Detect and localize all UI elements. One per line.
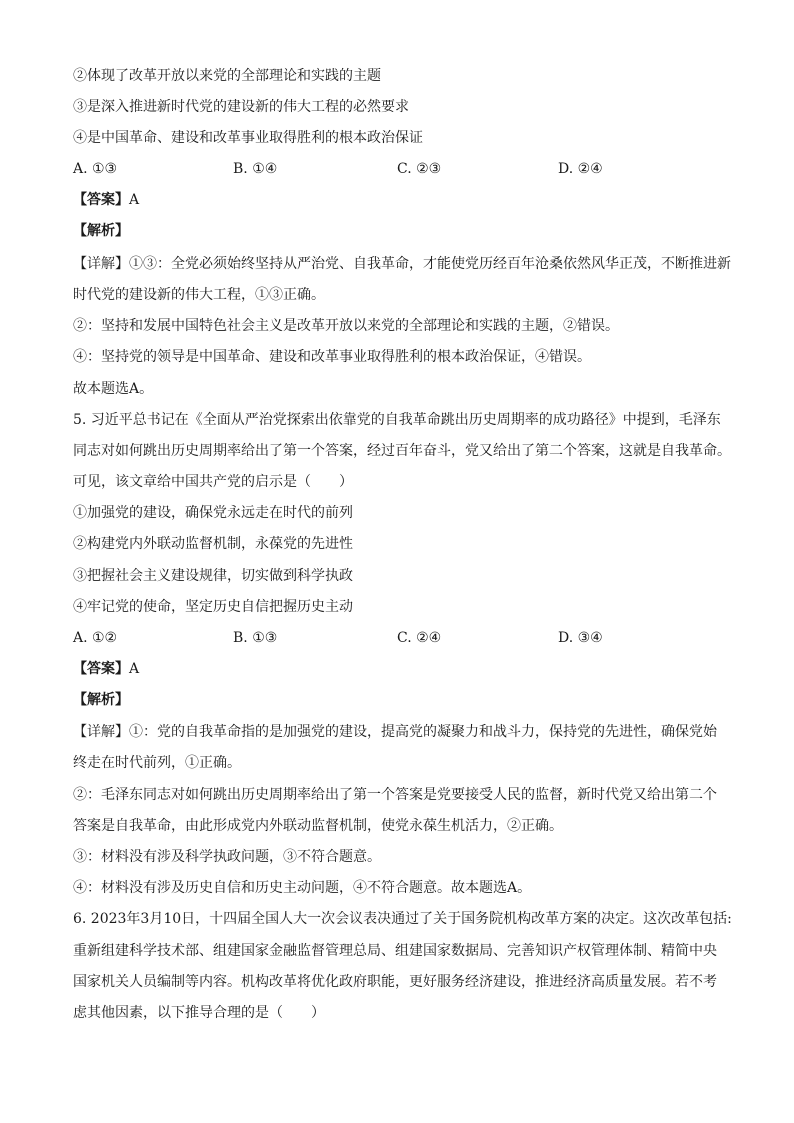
q4-answer-label: 【答案】 [73, 192, 129, 208]
q5-detail-line-4: 答案是自我革命，由此形成党内外联动监督机制，使党永葆生机活力，②正确。 [73, 818, 563, 834]
q4-item-4: ④是中国革命、建设和改革事业取得胜利的根本政治保证 [73, 130, 423, 146]
q5-stem-line-3: 可见，该文章给中国共产党的启示是（ ） [73, 474, 353, 490]
q4-item-2: ②体现了改革开放以来党的全部理论和实践的主题 [73, 68, 381, 84]
q4-option-d: D. ②④ [558, 161, 603, 177]
q6-stem-line-2: 重新组建科学技术部、组建国家金融监督管理总局、组建国家数据局、完善知识产权管理体制、精简中央 [73, 943, 717, 959]
q4-options [73, 158, 733, 180]
q5-answer-label: 【答案】 [73, 661, 129, 677]
q5-option-b: B. ①③ [233, 630, 278, 646]
q4-item-3: ③是深入推进新时代党的建设新的伟大工程的必然要求 [73, 99, 409, 115]
q5-item-2: ②构建党内外联动监督机制，永葆党的先进性 [73, 536, 353, 552]
q4-detail-line-3: ②：坚持和发展中国特色社会主义是改革开放以来党的全部理论和实践的主题，②错误。 [73, 318, 619, 334]
q5-options [73, 627, 733, 649]
q5-option-d: D. ③④ [558, 630, 603, 646]
q5-stem-line-1: 5. 习近平总书记在《全面从严治党探索出依靠党的自我革命跳出历史周期率的成功路径》中提到，毛泽东 [73, 412, 721, 428]
q6-stem-line-3: 国家机关人员编制等内容。机构改革将优化政府职能，更好服务经济建设，推进经济高质量发展。若不考 [73, 974, 717, 990]
q6-stem-line-4: 虑其他因素，以下推导合理的是（ ） [73, 1005, 325, 1021]
q4-option-a: A. ①③ [73, 161, 118, 177]
q4-option-b: B. ①④ [233, 161, 278, 177]
q5-detail-line-3: ②：毛泽东同志对如何跳出历史周期率给出了第一个答案是党要接受人民的监督，新时代党又给出第二个 [73, 787, 717, 803]
q6-stem-line-1: 6. 2023年3月10日，十四届全国人大一次会议表决通过了关于国务院机构改革方案的决定。这次改革包括: [73, 911, 732, 927]
q4-answer [73, 189, 733, 211]
q4-detail-line-4: ④：坚持党的领导是中国革命、建设和改革事业取得胜利的根本政治保证，④错误。 [73, 349, 591, 365]
q4-detail-line-2: 时代党的建设新的伟大工程，①③正确。 [73, 287, 325, 303]
q4-conclusion: 故本题选A。 [73, 381, 154, 397]
q5-option-c: C. ②④ [397, 630, 442, 646]
q4-answer-value: A [129, 192, 140, 208]
q5-option-a: A. ①② [73, 630, 118, 646]
q5-item-1: ①加强党的建设，确保党永远走在时代的前列 [73, 505, 353, 521]
q4-detail-line-1: 【详解】①③：全党必须始终坚持从严治党、自我革命，才能使党历经百年沧桑依然风华正茂，不断推进新 [73, 256, 731, 272]
q5-item-3: ③把握社会主义建设规律，切实做到科学执政 [73, 568, 353, 584]
q4-option-c: C. ②③ [397, 161, 442, 177]
q5-answer [73, 658, 733, 680]
q4-analysis-label: 【解析】 [73, 223, 129, 239]
q5-detail-line-1: 【详解】①：党的自我革命指的是加强党的建设，提高党的凝聚力和战斗力，保持党的先进性，确保党始 [73, 724, 717, 740]
q5-stem-line-2: 同志对如何跳出历史周期率给出了第一个答案，经过百年奋斗，党又给出了第二个答案，这就是自我革命。 [73, 443, 731, 459]
q5-detail-line-2: 终走在时代前列，①正确。 [73, 755, 241, 771]
q5-item-4: ④牢记党的使命，坚定历史自信把握历史主动 [73, 599, 353, 615]
q5-answer-value: A [129, 661, 140, 677]
q5-detail-line-6: ④：材料没有涉及历史自信和历史主动问题，④不符合题意。故本题选A。 [73, 880, 532, 896]
q5-detail-line-5: ③：材料没有涉及科学执政问题，③不符合题意。 [73, 849, 381, 865]
q5-analysis-label: 【解析】 [73, 692, 129, 708]
